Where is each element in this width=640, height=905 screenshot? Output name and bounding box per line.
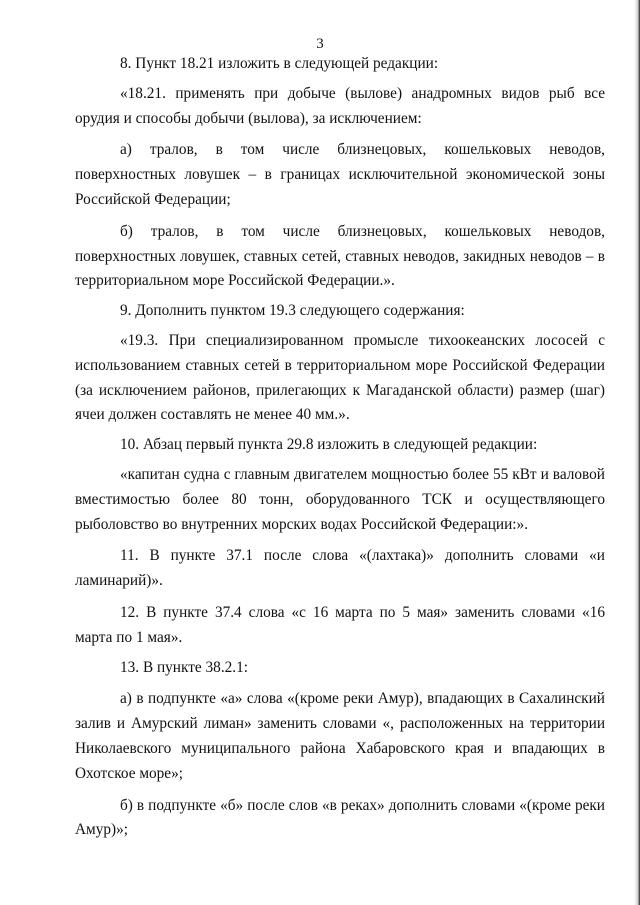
document-body bbox=[75, 52, 605, 843]
paragraph-item-12: 12. В пункте 37.4 слова «с 16 марта по 5 мая» заменить словами «16 марта по 1 мая». bbox=[75, 603, 605, 646]
scan-edge-shadow bbox=[634, 0, 640, 905]
paragraph-quote-captain: «капитан судна с главным двигателем мощностью более 55 кВт и валовой вместимостью более 80 тонн, оборудованного ТСК и осуществляющего рыболовство во внутренних морских водах Российской Федерации:». bbox=[75, 465, 605, 533]
paragraph-subitem-b-trawls: б) тралов, в том числе близнецовых, кошельковых неводов, поверхностных ловушек, ставных сетей, ставных неводов, закидных неводов – в территориальном море Российской Федерации.». bbox=[75, 222, 605, 290]
paragraph-quote-18-21: «18.21. применять при добыче (вылове) анадромных видов рыб все орудия и способы добычи (вылова), за исключением: bbox=[75, 84, 605, 127]
paragraph-item-8: 8. Пункт 18.21 изложить в следующей редакции: bbox=[120, 55, 439, 72]
paragraph-item-9: 9. Дополнить пунктом 19.3 следующего содержания: bbox=[120, 302, 465, 320]
paragraph-subitem-a-trawls: а) тралов, в том числе близнецовых, кошельковых неводов, поверхностных ловушек – в границах исключительной экономической зоны Российской Федерации; bbox=[75, 141, 605, 208]
paragraph-item-13: 13. В пункте 38.2.1: bbox=[120, 658, 249, 676]
paragraph-quote-19-3: «19.3. При специализированном промысле тихоокеанских лососей с использованием ставных сетей в территориальном море Российской Федерации (за исключением районов, прилегающих к Магаданской области) размер (шаг) ячеи должен составлять не менее 40 мм.». bbox=[75, 331, 605, 424]
paragraph-item-11: 11. В пункте 37.1 после слова «(лахтака)» дополнить словами «и ламинарий)». bbox=[75, 547, 605, 590]
paragraph-subitem-b-amur: б) в подпункте «б» после слов «в реках» дополнить словами «(кроме реки Амур)»; bbox=[75, 796, 605, 839]
paragraph-item-10: 10. Абзац первый пункта 29.8 изложить в следующей редакции: bbox=[120, 436, 538, 454]
page-number: 3 bbox=[316, 36, 324, 52]
paragraph-subitem-a-amur: а) в подпункте «а» слова «(кроме реки Амур), впадающих в Сахалинский залив и Амурский лиман» заменить словами «, расположенных на территории Николаевского муниципального района Хабаровского края и впадающих в Охотское море»; bbox=[75, 690, 605, 782]
